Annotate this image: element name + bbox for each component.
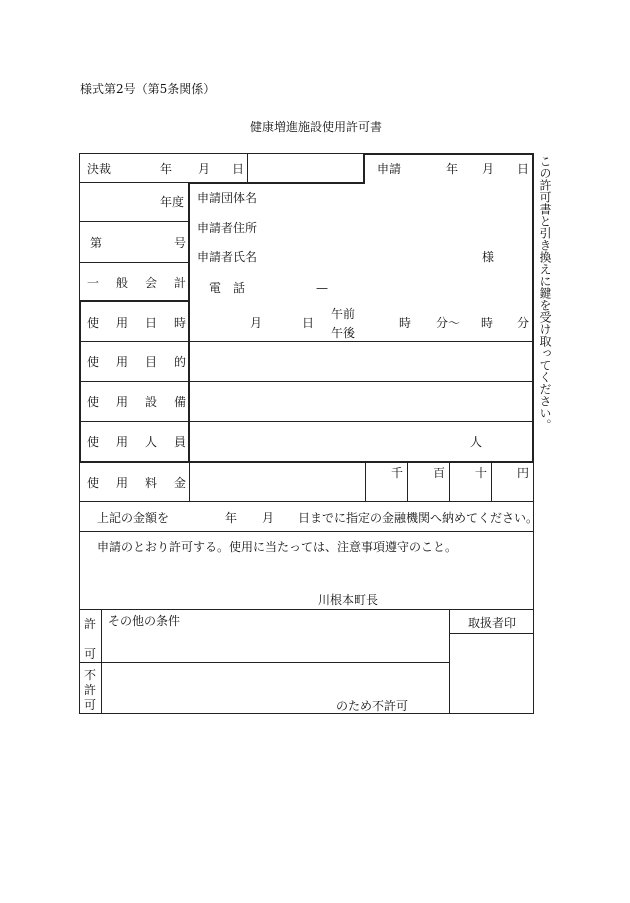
people-unit: 人 (470, 435, 483, 449)
form-number: 様式第2号（第5条関係） (80, 82, 216, 96)
date-month: 月 (250, 316, 263, 330)
shinsei-label: 申請 (377, 162, 402, 176)
approval-text: 申請のとおり許可する。使用に当たっては、注意事項遵守のこと。 (97, 540, 458, 554)
fee-unit-thousand: 千 (391, 466, 404, 480)
kessai-day: 日 (232, 162, 245, 176)
mayor-label: 川根本町長 (318, 593, 379, 607)
form-title: 健康増進施設使用許可書 (250, 120, 383, 134)
group-name-label: 申請団体名 (197, 191, 258, 205)
kyoka-char-1: 許 (84, 617, 97, 631)
shinsei-day: 日 (517, 162, 530, 176)
shinsei-year: 年 (446, 162, 459, 176)
applicant-name-label: 申請者氏名 (197, 250, 258, 264)
phone-dash: — (316, 281, 328, 295)
handler-seal-label: 取扱者印 (468, 616, 517, 630)
kessai-label: 決裁 (87, 162, 112, 176)
fee-unit-hundred: 百 (433, 466, 446, 480)
date-minute-start: 分〜 (436, 316, 461, 330)
side-note: この許可書と引き換えに鍵を受け取ってください。 (538, 155, 552, 431)
sama-label: 様 (482, 250, 495, 264)
go-label: 号 (174, 236, 187, 250)
shinsei-month: 月 (482, 162, 495, 176)
date-minute-end: 分 (517, 316, 530, 330)
kessai-month: 月 (198, 162, 211, 176)
payment-month: 月 (262, 511, 275, 525)
other-conditions-label: その他の条件 (108, 614, 181, 628)
date-day: 日 (302, 316, 315, 330)
date-pm: 午後 (331, 326, 356, 340)
date-am: 午前 (331, 307, 356, 321)
fukyoka-reason: のため不許可 (336, 699, 409, 713)
fee-unit-ten: 十 (475, 466, 488, 480)
nendo-label: 年度 (160, 195, 185, 209)
kessai-year: 年 (160, 162, 173, 176)
date-hour-start: 時 (399, 316, 412, 330)
dai-label: 第 (90, 236, 103, 250)
fee-unit-yen: 円 (517, 466, 530, 480)
payment-text-start: 上記の金額を (97, 511, 170, 525)
date-hour-end: 時 (481, 316, 494, 330)
payment-year: 年 (225, 511, 238, 525)
phone-label: 電 話 (209, 281, 246, 295)
payment-text-end: 日までに指定の金融機関へ納めてください。 (298, 511, 539, 525)
address-label: 申請者住所 (197, 221, 258, 235)
kyoka-char-2: 可 (84, 647, 97, 661)
